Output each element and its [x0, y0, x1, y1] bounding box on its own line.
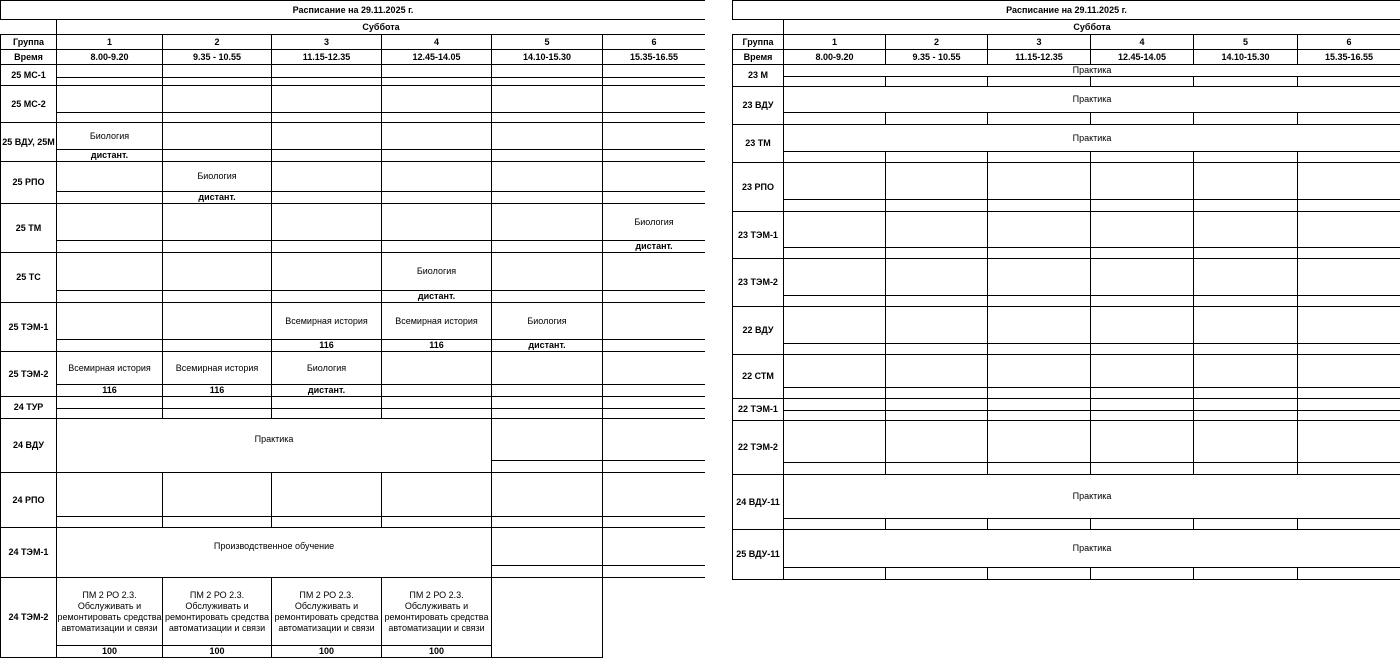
- practice-span: Практика: [784, 475, 1400, 519]
- right-time-4: 12.45-14.05: [1091, 50, 1194, 65]
- module-room: 100: [57, 646, 163, 658]
- table-row-group: 25 ВДУ, 25М: [1, 123, 57, 162]
- table-row-group: 25 ВДУ-11: [733, 530, 784, 580]
- table-row-group: 23 ТЭМ-1: [733, 212, 784, 259]
- right-period-2: 2: [886, 35, 988, 50]
- lesson-subject: Биология: [163, 162, 272, 192]
- module-subject: ПМ 2 РО 2.3. Обслуживать и ремонтировать средства автоматизации и связи: [272, 578, 382, 646]
- right-time-6: 15.35-16.55: [1298, 50, 1400, 65]
- right-schedule-table: [732, 0, 1400, 580]
- module-room: 100: [163, 646, 272, 658]
- lesson-room: 116: [382, 340, 492, 352]
- right-schedule-sheet: [732, 0, 1400, 666]
- module-room: 100: [272, 646, 382, 658]
- lesson-subject: Биология: [57, 123, 163, 150]
- left-period-3: 3: [272, 35, 382, 50]
- right-time-5: 14.10-15.30: [1194, 50, 1298, 65]
- table-row-group: 25 ТС: [1, 253, 57, 303]
- table-row-group: 23 ТЭМ-2: [733, 259, 784, 307]
- table-row-group: 23 М: [733, 65, 784, 87]
- lesson-room: дистант.: [57, 150, 163, 162]
- left-day-name: Суббота: [57, 20, 706, 35]
- left-period-4: 4: [382, 35, 492, 50]
- left-time-3: 11.15-12.35: [272, 50, 382, 65]
- table-row-group: 22 ВДУ: [733, 307, 784, 355]
- table-row-group: 24 РПО: [1, 473, 57, 528]
- lesson-room: дистант.: [492, 340, 603, 352]
- left-period-1: 1: [57, 35, 163, 50]
- right-time-header: Время: [733, 50, 784, 65]
- practice-span: Практика: [784, 530, 1400, 568]
- left-time-4: 12.45-14.05: [382, 50, 492, 65]
- right-period-4: 4: [1091, 35, 1194, 50]
- lesson-room: дистант.: [163, 192, 272, 204]
- lesson-room: дистант.: [272, 385, 382, 397]
- practice-span: Практика: [784, 87, 1400, 113]
- left-period-5: 5: [492, 35, 603, 50]
- table-row-group: 24 ТУР: [1, 397, 57, 419]
- lesson-subject: Всемирная история: [382, 303, 492, 340]
- right-time-3: 11.15-12.35: [988, 50, 1091, 65]
- lesson-subject: Биология: [272, 352, 382, 385]
- table-row-group: 25 ТЭМ-2: [1, 352, 57, 397]
- table-row-group: 24 ВДУ: [1, 419, 57, 473]
- practice-span: Практика: [784, 125, 1400, 152]
- lesson-subject: Всемирная история: [163, 352, 272, 385]
- left-period-2: 2: [163, 35, 272, 50]
- practice-span: Практика: [57, 419, 492, 461]
- module-subject: ПМ 2 РО 2.3. Обслуживать и ремонтировать средства автоматизации и связи: [382, 578, 492, 646]
- lesson-room: дистант.: [603, 241, 706, 253]
- right-group-header: Группа: [733, 35, 784, 50]
- module-room: 100: [382, 646, 492, 658]
- table-row-group: 25 ТМ: [1, 204, 57, 253]
- table-row-group: 24 ВДУ-11: [733, 475, 784, 530]
- module-subject: ПМ 2 РО 2.3. Обслуживать и ремонтировать средства автоматизации и связи: [163, 578, 272, 646]
- lesson-subject: Биология: [382, 253, 492, 291]
- left-schedule-table: [0, 0, 706, 658]
- table-row-group: 23 ТМ: [733, 125, 784, 163]
- left-time-6: 15.35-16.55: [603, 50, 706, 65]
- lesson-room: дистант.: [382, 291, 492, 303]
- table-row-group: 24 ТЭМ-2: [1, 578, 57, 658]
- left-time-1: 8.00-9.20: [57, 50, 163, 65]
- table-row-group: 23 РПО: [733, 163, 784, 212]
- table-row-group: 25 МС-1: [1, 65, 57, 86]
- lesson-subject: Биология: [492, 303, 603, 340]
- table-row-group: 23 ВДУ: [733, 87, 784, 125]
- right-day-name: Суббота: [784, 20, 1400, 35]
- right-time-2: 9.35 - 10.55: [886, 50, 988, 65]
- table-row-group: 25 РПО: [1, 162, 57, 204]
- right-schedule-title: Расписание на 29.11.2025 г.: [733, 1, 1400, 20]
- right-period-5: 5: [1194, 35, 1298, 50]
- left-group-header: Группа: [1, 35, 57, 50]
- left-period-6: 6: [603, 35, 706, 50]
- left-time-5: 14.10-15.30: [492, 50, 603, 65]
- left-time-header: Время: [1, 50, 57, 65]
- right-period-3: 3: [988, 35, 1091, 50]
- table-row-group: 25 МС-2: [1, 86, 57, 123]
- table-row-group: 22 ТЭМ-1: [733, 399, 784, 421]
- right-time-1: 8.00-9.20: [784, 50, 886, 65]
- practice-span: Практика: [784, 65, 1400, 77]
- table-row-group: 22 СТМ: [733, 355, 784, 399]
- lesson-subject: Всемирная история: [57, 352, 163, 385]
- table-row-group: 22 ТЭМ-2: [733, 421, 784, 475]
- production-training-span: Производственное обучение: [57, 528, 492, 566]
- lesson-subject: Всемирная история: [272, 303, 382, 340]
- table-row-group: 25 ТЭМ-1: [1, 303, 57, 352]
- lesson-room: 116: [272, 340, 382, 352]
- lesson-room: 116: [57, 385, 163, 397]
- lesson-subject: Биология: [603, 204, 706, 241]
- left-time-2: 9.35 - 10.55: [163, 50, 272, 65]
- module-subject: ПМ 2 РО 2.3. Обслуживать и ремонтировать средства автоматизации и связи: [57, 578, 163, 646]
- table-row-group: 24 ТЭМ-1: [1, 528, 57, 578]
- lesson-room: 116: [163, 385, 272, 397]
- sheet-gap: [705, 0, 732, 666]
- right-period-6: 6: [1298, 35, 1400, 50]
- right-period-1: 1: [784, 35, 886, 50]
- left-schedule-title: Расписание на 29.11.2025 г.: [1, 1, 706, 20]
